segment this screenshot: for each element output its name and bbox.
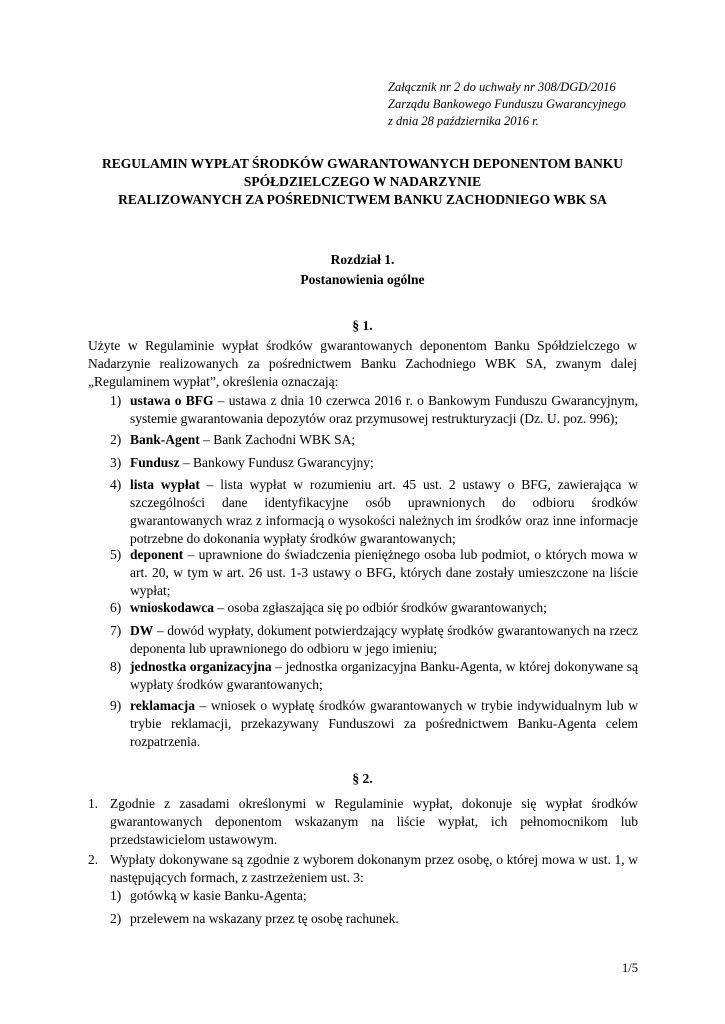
annex-line: Zarządu Bankowego Funduszu Gwarancyjnego [388, 97, 626, 111]
section-1-label: § 1. [352, 318, 373, 333]
definition-text: – jednostka organizacyjna Banku-Agenta, w której dokonywane są wypłaty środków gwarantowanych; [130, 659, 638, 692]
numbered-paragraph [88, 795, 638, 849]
definition-item [110, 476, 638, 548]
definition-term: lista wypłat [130, 477, 200, 492]
definition-item [110, 546, 638, 600]
sub-item-text: przelewem na wskazany przez tę osobę rachunek. [130, 911, 399, 926]
document-title [60, 155, 665, 209]
section-2-label: § 2. [352, 771, 373, 786]
sub-item [110, 910, 638, 928]
annex-line: z dnia 28 października 2016 r. [388, 114, 539, 128]
item-number: 2) [110, 911, 122, 926]
definition-item [110, 431, 638, 449]
definition-item [110, 454, 638, 472]
page-number: 1/5 [622, 961, 638, 975]
definition-item [110, 658, 638, 694]
item-number: 8) [110, 659, 122, 674]
definition-term: Bank-Agent [130, 432, 200, 447]
title-line: REALIZOWANYCH ZA POŚREDNICTWEM BANKU ZACHODNIEGO WBK SA [118, 192, 607, 207]
definition-term: DW [130, 623, 154, 638]
item-number: 7) [110, 623, 122, 638]
definition-term: deponent [130, 547, 184, 562]
definition-text: – osoba zgłaszająca się po odbiór środków gwarantowanych; [214, 600, 547, 615]
section-1-intro: Użyte w Regulaminie wypłat środków gwarantowanych deponentom Banku Spółdzielczego w Nadarzynie realizowanych za pośrednictwem Banku Zachodniego WBK SA, zwanym dalej „Regulaminem wypłat”, określenia oznaczają: [88, 338, 637, 389]
definition-text: – ustawa z dnia 10 czerwca 2016 r. o Bankowym Funduszu Gwarancyjnym, systemie gwarantowania depozytów oraz przymusowej restrukturyzacji (Dz. U. poz. 996); [130, 393, 638, 426]
definition-item [110, 622, 638, 658]
paragraph-number: 1. [88, 796, 99, 811]
paragraph-number: 2. [88, 852, 99, 867]
sub-item-text: gotówką w kasie Banku-Agenta; [130, 888, 307, 903]
title-line: REGULAMIN WYPŁAT ŚRODKÓW GWARANTOWANYCH DEPONENTOM BANKU [102, 156, 623, 171]
definition-item [110, 599, 638, 617]
definition-term: reklamacja [130, 698, 195, 713]
annex-header [388, 79, 626, 130]
chapter-label: Rozdział 1. [330, 252, 395, 267]
definition-term: ustawa o BFG [130, 393, 214, 408]
definition-term: Fundusz [130, 455, 180, 470]
definition-text: – uprawnione do świadczenia pieniężnego osoba lub podmiot, o których mowa w art. 20, w tym w art. 26 ust. 1-3 ustawy o BFG, których dane zostały umieszczone na liście wypłat; [130, 547, 638, 598]
item-number: 4) [110, 477, 122, 492]
sub-item [110, 887, 638, 905]
item-number: 1) [110, 888, 122, 903]
definition-item [110, 697, 638, 751]
definition-term: jednostka organizacyjna [130, 659, 272, 674]
item-number: 5) [110, 547, 122, 562]
definition-text: – dowód wypłaty, dokument potwierdzający wypłatę środków gwarantowanych na rzecz deponenta lub uprawnionego do odbioru w jego imieniu; [130, 623, 638, 656]
numbered-paragraph [88, 851, 638, 887]
annex-line: Załącznik nr 2 do uchwały nr 308/DGD/2016 [388, 80, 616, 94]
definition-text: – Bank Zachodni WBK SA; [199, 432, 356, 447]
chapter-name: Postanowienia ogólne [300, 272, 425, 287]
paragraph-text: Wypłaty dokonywane są zgodnie z wyborem dokonanym przez osobę, o której mowa w ust. 1, w następujących formach, z zastrzeżeniem ust. 3: [110, 852, 638, 885]
paragraph-text: Zgodnie z zasadami określonymi w Regulaminie wypłat, dokonuje się wypłat środków gwarantowanych deponentom wskazanym na liście wypłat, ich pełnomocnikom lub przedstawicielom ustawowym. [110, 796, 638, 847]
definition-text: – Bankowy Fundusz Gwarancyjny; [179, 455, 374, 470]
item-number: 1) [110, 393, 122, 408]
definition-item [110, 392, 638, 428]
item-number: 9) [110, 698, 122, 713]
item-number: 3) [110, 455, 122, 470]
title-line: SPÓŁDZIELCZEGO W NADARZYNIE [243, 174, 482, 189]
item-number: 2) [110, 432, 122, 447]
definition-text: – wniosek o wypłatę środków gwarantowanych w trybie indywidualnym lub w trybie reklamacji, przekazywany Funduszowi za pośrednictwem Banku-Agenta celem rozpatrzenia. [130, 698, 638, 749]
definition-term: wnioskodawca [130, 600, 215, 615]
item-number: 6) [110, 600, 122, 615]
definition-text: – lista wypłat w rozumieniu art. 45 ust. 2 ustawy o BFG, zawierająca w szczególności dane identyfikacyjne osób uprawnionych do odbioru środków gwarantowanych wraz z informacją o wysokości należnych im środków oraz inne informacje potrzebne do dokonania wypłaty środków gwarantowanych; [130, 477, 638, 546]
